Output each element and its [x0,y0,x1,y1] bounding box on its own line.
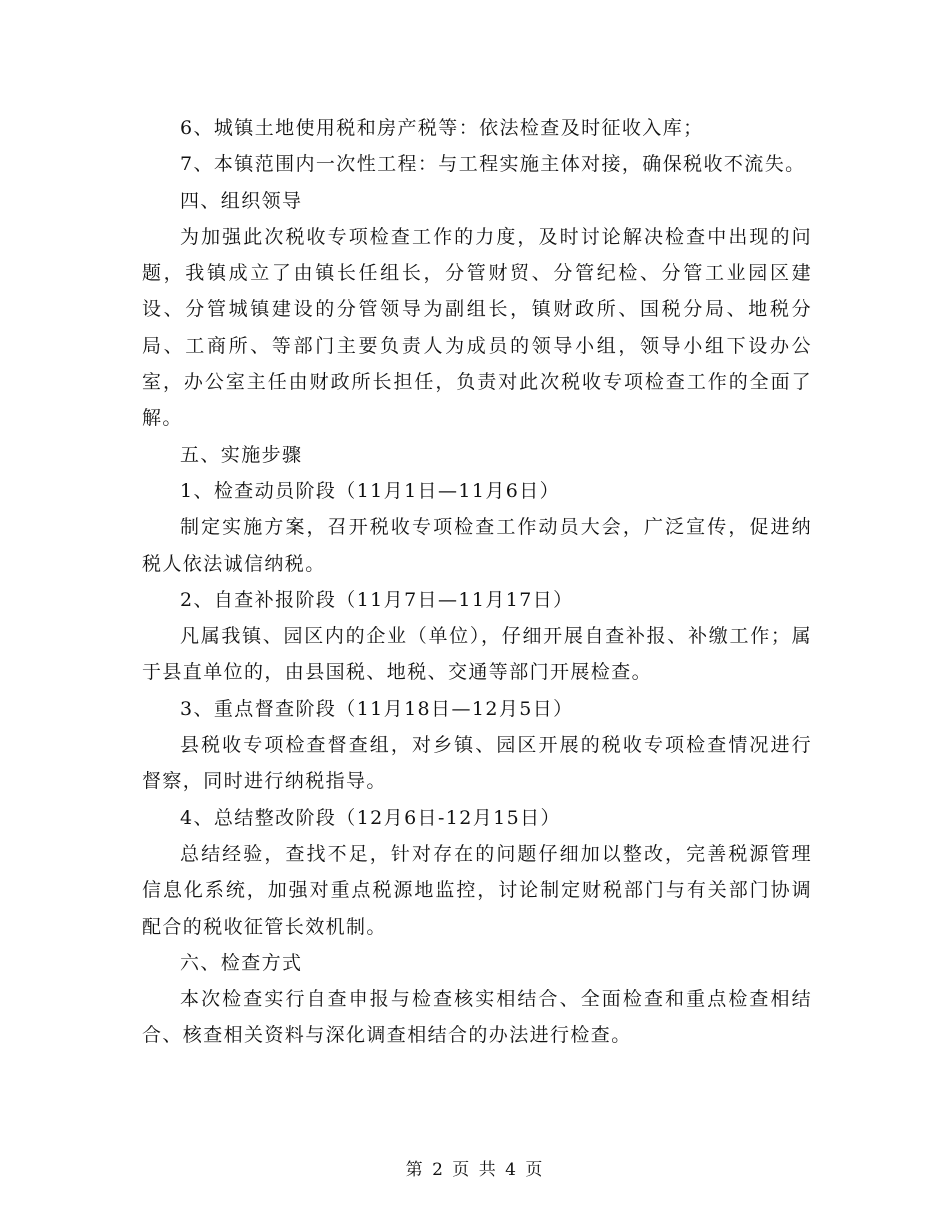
step-heading-1: 1、检查动员阶段（11月1日—11月6日） [180,479,561,502]
step-heading-3: 3、重点督查阶段（11月18日—12月5日） [180,697,574,720]
paragraph-organization: 为加强此次税收专项检查工作的力度，及时讨论解决检查中出现的问题，我镇成立了由镇长任组长，分管财贸、分管纪检、分管工业园区建设、分管城镇建设的分管领导为副组长，镇财政所、国税分局、地税分局、工商所、等部门主要负责人为成员的领导小组，领导小组下设办公室，办公室主任由财政所长担任，负责对此次税收专项检查工作的全面了解。 [142,225,812,430]
page-number-footer: 第 2 页 共 4 页 [405,1160,545,1180]
step-heading-4: 4、总结整改阶段（12月6日-12月15日） [180,806,561,829]
section-heading-organization: 四、组织领导 [180,189,303,212]
paragraph-step-2: 凡属我镇、园区内的企业（单位），仔细开展自查补报、补缴工作；属于县直单位的，由县国税、地税、交通等部门开展检查。 [142,625,812,684]
document-body [142,110,812,1054]
step-heading-2: 2、自查补报阶段（11月7日—11月17日） [180,588,574,611]
paragraph-tax-item-6: 6、城镇土地使用税和房产税等：依法检查及时征收入库； [180,117,704,139]
paragraph-step-3: 县税收专项检查督查组，对乡镇、园区开展的税收专项检查情况进行督察，同时进行纳税指导。 [142,734,812,793]
paragraph-step-1: 制定实施方案，召开税收专项检查工作动员大会，广泛宣传，促进纳税人依法诚信纳税。 [142,516,812,575]
paragraph-method: 本次检查实行自查申报与检查核实相结合、全面检查和重点检查相结合、核查相关资料与深化调查相结合的办法进行检查。 [142,988,812,1047]
section-heading-method: 六、检查方式 [180,951,303,974]
paragraph-tax-item-7: 7、本镇范围内一次性工程：与工程实施主体对接，确保税收不流失。 [180,153,806,176]
section-heading-steps: 五、实施步骤 [180,443,303,466]
paragraph-step-4: 总结经验，查找不足，针对存在的问题仔细加以整改，完善税源管理信息化系统，加强对重点税源地监控，讨论制定财税部门与有关部门协调配合的税收征管长效机制。 [142,842,812,938]
